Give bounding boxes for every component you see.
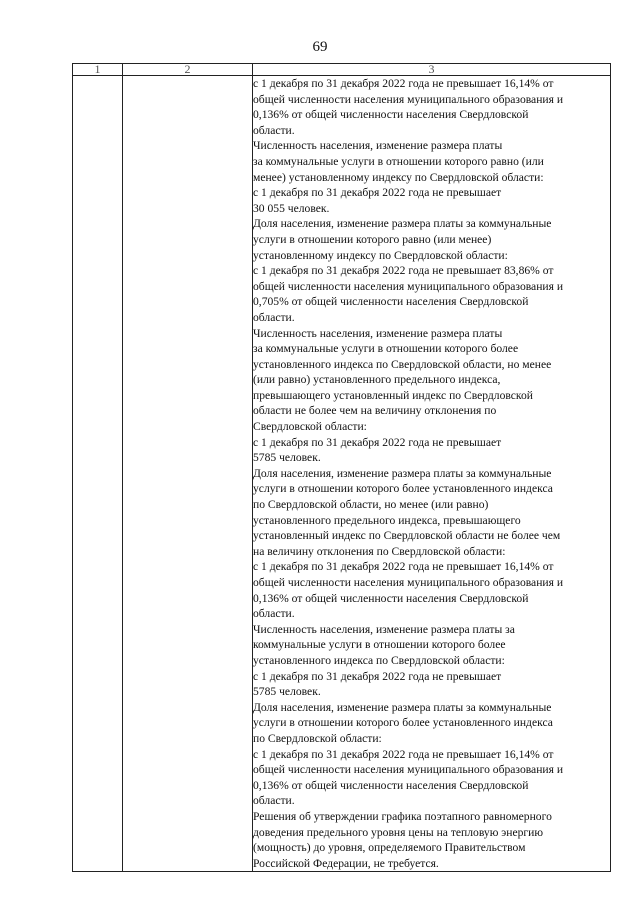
cell-paragraph: Доля населения, изменение размера платы за коммунальные услуги в отношении которого более установленного индекса по Свердловской области, но менее (или равно) установленного предельного индекса, превышающего установленный индекс по Свердловской области не более чем на величину отклонения по Свердловской области: с 1 декабря по 31 декабря 2022 года не превышает 16,14% от общей численности населения муниципального образования и 0,136% от общей численности населения Свердловской области.: [253, 466, 564, 621]
column-header-3: 3: [253, 64, 611, 76]
table-cell-col2: [123, 76, 253, 872]
table-cell-col3: [253, 76, 611, 872]
cell-paragraph: Численность населения, изменение размера платы за коммунальные услуги в отношении которого более установленного индекса по Свердловской области: с 1 декабря по 31 декабря 2022 года не превышает 5785 человек.: [253, 622, 515, 699]
cell-paragraph: Численность населения, изменение размера платы за коммунальные услуги в отношении которого равно (или менее) установленному индексу по Свердловской области: с 1 декабря по 31 декабря 2022 года не превышает 30 055 человек.: [253, 139, 544, 215]
table-row: [73, 76, 611, 872]
document-table: [72, 63, 611, 872]
cell-paragraph: Решения об утверждении графика поэтапного равномерного доведения предельного уровня цены на тепловую энергию (мощность) до уровня, определяемого Правительством Российской Федерации, не требуется.: [253, 809, 552, 870]
cell-paragraph: Численность населения, изменение размера платы за коммунальные услуги в отношении которого более установленного индекса по Свердловской области, но менее (или равно) установленного предельного индекса, превышающего установленный индекс по Свердловской области не более чем на величину отклонения по Свердловской области: с 1 декабря по 31 декабря 2022 года не превышает 5785 человек.: [253, 326, 552, 465]
cell-paragraph: Доля населения, изменение размера платы за коммунальные услуги в отношении которого равно (или менее) установленному индексу по Свердловской области: с 1 декабря по 31 декабря 2022 года не превышает 83,86% от общей численности населения муниципального образования и 0,705% от общей численности населения Свердловской области.: [253, 217, 564, 324]
cell-paragraph: Доля населения, изменение размера платы за коммунальные услуги в отношении которого более установленного индекса по Свердловской области: с 1 декабря по 31 декабря 2022 года не превышает 16,14% от общей численности населения муниципального образования и 0,136% от общей численности населения Свердловской области.: [253, 700, 564, 808]
column-header-2: 2: [123, 64, 253, 76]
table-cell-col1: [73, 76, 123, 872]
cell-paragraph: с 1 декабря по 31 декабря 2022 года не превышает 16,14% от общей численности населения муниципального образования и 0,136% от общей численности населения Свердловской области.: [253, 77, 564, 137]
column-header-1: 1: [73, 64, 123, 76]
page-number: 69: [312, 39, 328, 55]
table-header-row: [73, 64, 611, 76]
